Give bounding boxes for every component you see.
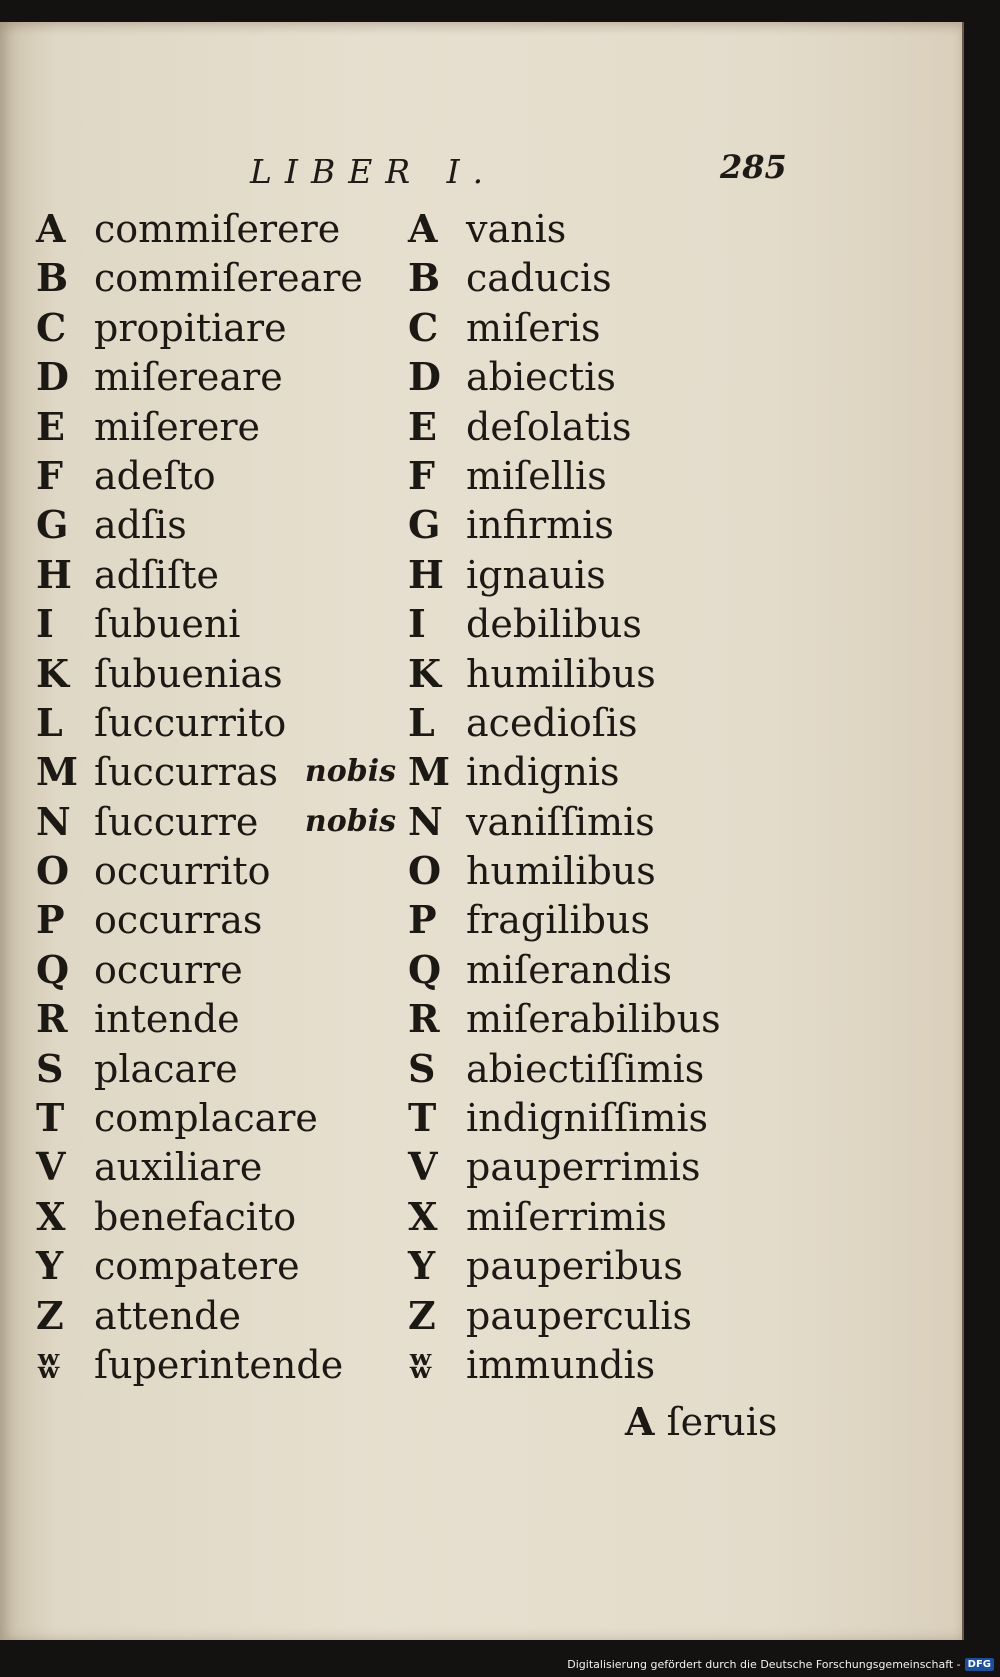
- entry-word: occurras: [94, 898, 263, 943]
- entry-letter: E: [408, 403, 437, 449]
- list-item: [36, 945, 396, 994]
- list-item: [36, 1093, 396, 1142]
- entry-letter: ʬ: [36, 1341, 62, 1387]
- entry-letter: X: [408, 1193, 438, 1239]
- list-item: [408, 994, 828, 1043]
- entry-word: benefacito: [94, 1194, 297, 1239]
- list-item: [36, 352, 396, 401]
- entry-letter: Q: [408, 946, 442, 992]
- entry-word: commiſerere: [94, 207, 341, 251]
- entry-letter: D: [36, 354, 69, 400]
- entry-letter: Z: [408, 1292, 436, 1338]
- page-header: [250, 148, 787, 192]
- entry-letter: H: [36, 551, 72, 597]
- entry-letter: Y: [408, 1243, 436, 1289]
- entry-word: acedioſis: [466, 700, 638, 745]
- entry-letter: Z: [36, 1292, 64, 1338]
- entry-letter: M: [36, 749, 79, 795]
- entry-word: abiectis: [466, 355, 616, 400]
- entry-word: ſubueni: [94, 602, 241, 647]
- list-item: [408, 352, 828, 401]
- entry-letter: T: [408, 1095, 437, 1141]
- entry-letter: N: [408, 798, 443, 844]
- entry-letter: M: [408, 749, 451, 795]
- list-item: [36, 797, 396, 846]
- entry-word: infirmis: [466, 503, 614, 548]
- list-item: [408, 698, 828, 747]
- entry-letter: P: [408, 897, 437, 943]
- list-item: [408, 500, 828, 549]
- list-item: [408, 846, 828, 895]
- entry-letter: O: [408, 848, 442, 894]
- entry-word: ſuccurre: [94, 799, 259, 844]
- entry-word: miſerere: [94, 404, 261, 449]
- list-item: [408, 451, 828, 500]
- entry-word: humilibus: [466, 849, 656, 894]
- entry-word: miſeris: [466, 305, 601, 350]
- list-item: [408, 253, 828, 302]
- entry-word: auxiliare: [94, 1145, 263, 1190]
- entry-letter: K: [36, 650, 70, 696]
- entry-word: miſerrimis: [466, 1194, 667, 1239]
- list-item: [408, 895, 828, 944]
- list-item: [408, 1192, 828, 1241]
- entry-letter: R: [408, 996, 440, 1042]
- entry-letter: S: [408, 1045, 436, 1091]
- list-item: [36, 402, 396, 451]
- list-item: [36, 846, 396, 895]
- entry-letter: V: [408, 1144, 438, 1190]
- list-item: [36, 1044, 396, 1093]
- list-item: [36, 649, 396, 698]
- list-item: [36, 303, 396, 352]
- entry-letter: Y: [36, 1243, 64, 1289]
- list-item: [408, 1044, 828, 1093]
- entry-word: vaniſſimis: [466, 799, 655, 844]
- entry-word: ſubuenias: [94, 651, 283, 696]
- entry-word: complacare: [94, 1096, 318, 1141]
- entry-letter: B: [36, 255, 69, 301]
- list-item: [36, 204, 396, 253]
- entry-letter: F: [408, 452, 435, 498]
- list-item: [36, 747, 396, 796]
- page-number: 285: [720, 148, 787, 186]
- entry-word: ſuperintende: [94, 1342, 344, 1387]
- entry-letter: P: [36, 897, 65, 943]
- entry-letter: S: [36, 1045, 64, 1091]
- list-item: [408, 599, 828, 648]
- list-item: [408, 303, 828, 352]
- entry-word: pauperculis: [466, 1293, 692, 1338]
- list-item: [36, 895, 396, 944]
- entry-letter: C: [408, 304, 439, 350]
- entry-word: miſerandis: [466, 947, 673, 992]
- list-item: [408, 204, 828, 253]
- entry-word: compatere: [94, 1244, 300, 1289]
- list-item: [408, 1142, 828, 1191]
- entry-letter: V: [36, 1144, 66, 1190]
- left-column: [36, 204, 396, 1389]
- entry-letter: L: [408, 699, 435, 745]
- list-item: [408, 1093, 828, 1142]
- entry-word: intende: [94, 997, 240, 1042]
- book-page: [0, 22, 964, 1640]
- list-item: [36, 1291, 396, 1340]
- entry-letter: K: [408, 650, 442, 696]
- list-item: [36, 994, 396, 1043]
- list-item: [36, 1142, 396, 1191]
- entry-letter: F: [36, 452, 63, 498]
- list-item: [408, 402, 828, 451]
- entry-word: ſuccurras: [94, 750, 279, 795]
- entry-word: miſerabilibus: [466, 997, 721, 1042]
- list-item: [36, 253, 396, 302]
- entry-letter: G: [36, 502, 69, 548]
- entry-letter: I: [408, 601, 426, 647]
- entry-word: indigniſſimis: [466, 1096, 709, 1141]
- catchword-word: ſeruis: [666, 1400, 778, 1444]
- catchword: [625, 1399, 777, 1444]
- entry-letter: H: [408, 551, 444, 597]
- list-item: [408, 1241, 828, 1290]
- entry-word: indignis: [466, 750, 620, 795]
- entry-word: adſiſte: [94, 552, 220, 597]
- list-item: [408, 550, 828, 599]
- list-item: [408, 797, 828, 846]
- entry-letter: I: [36, 601, 54, 647]
- list-item: [36, 550, 396, 599]
- list-item: [408, 945, 828, 994]
- entry-word: occurrito: [94, 849, 271, 894]
- entry-letter: L: [36, 699, 63, 745]
- entry-word: pauperibus: [466, 1244, 683, 1289]
- list-item: [36, 1340, 396, 1389]
- right-column: [408, 204, 828, 1389]
- entry-word: abiectiſſimis: [466, 1046, 705, 1091]
- entry-letter: C: [36, 304, 67, 350]
- entry-letter: B: [408, 255, 441, 301]
- entry-letter: D: [408, 354, 441, 400]
- entry-letter: Q: [36, 946, 70, 992]
- entry-word: caducis: [466, 256, 612, 301]
- list-item: [408, 747, 828, 796]
- entry-letter: G: [408, 502, 441, 548]
- entry-word: placare: [94, 1046, 238, 1091]
- entry-word: vanis: [466, 207, 567, 251]
- list-item: [36, 1192, 396, 1241]
- digitization-credit: [567, 1658, 994, 1671]
- list-item: [36, 451, 396, 500]
- entry-word: adſis: [94, 503, 187, 548]
- list-item: [408, 1291, 828, 1340]
- dfg-logo: DFG: [965, 1658, 994, 1671]
- list-item: [408, 649, 828, 698]
- running-title: LIBER I.: [250, 152, 497, 191]
- entry-letter: T: [36, 1095, 65, 1141]
- entry-word: ſuccurrito: [94, 700, 287, 745]
- entry-word: attende: [94, 1293, 241, 1338]
- entry-word: immundis: [466, 1342, 656, 1387]
- entry-word: occurre: [94, 947, 243, 992]
- entry-word: pauperrimis: [466, 1145, 701, 1190]
- entry-letter: A: [408, 206, 438, 251]
- list-item: [408, 1340, 828, 1389]
- credit-text: Digitalisierung gefördert durch die Deutsche Forschungsgemeinschaft -: [567, 1658, 961, 1671]
- entry-word: deſolatis: [466, 404, 632, 449]
- catchword-letter: A: [625, 1399, 655, 1444]
- entry-note: nobis: [304, 754, 396, 790]
- entry-letter: E: [36, 403, 65, 449]
- list-item: [36, 1241, 396, 1290]
- entry-letter: R: [36, 996, 68, 1042]
- entry-letter: X: [36, 1193, 66, 1239]
- entry-word: ignauis: [466, 552, 606, 597]
- entry-letter: N: [36, 798, 71, 844]
- entry-letter: A: [36, 206, 66, 251]
- entry-word: fragilibus: [466, 898, 650, 943]
- entry-word: miſellis: [466, 453, 607, 498]
- entry-word: adeſto: [94, 453, 216, 498]
- entry-letter: ʬ: [408, 1341, 434, 1387]
- entry-word: miſereare: [94, 355, 283, 400]
- entry-word: propitiare: [94, 305, 287, 350]
- list-item: [36, 698, 396, 747]
- entry-word: humilibus: [466, 651, 656, 696]
- entry-letter: O: [36, 848, 70, 894]
- entry-word: commiſereare: [94, 256, 363, 301]
- list-item: [36, 500, 396, 549]
- list-item: [36, 599, 396, 648]
- entry-note: nobis: [304, 803, 396, 839]
- entry-word: debilibus: [466, 602, 642, 647]
